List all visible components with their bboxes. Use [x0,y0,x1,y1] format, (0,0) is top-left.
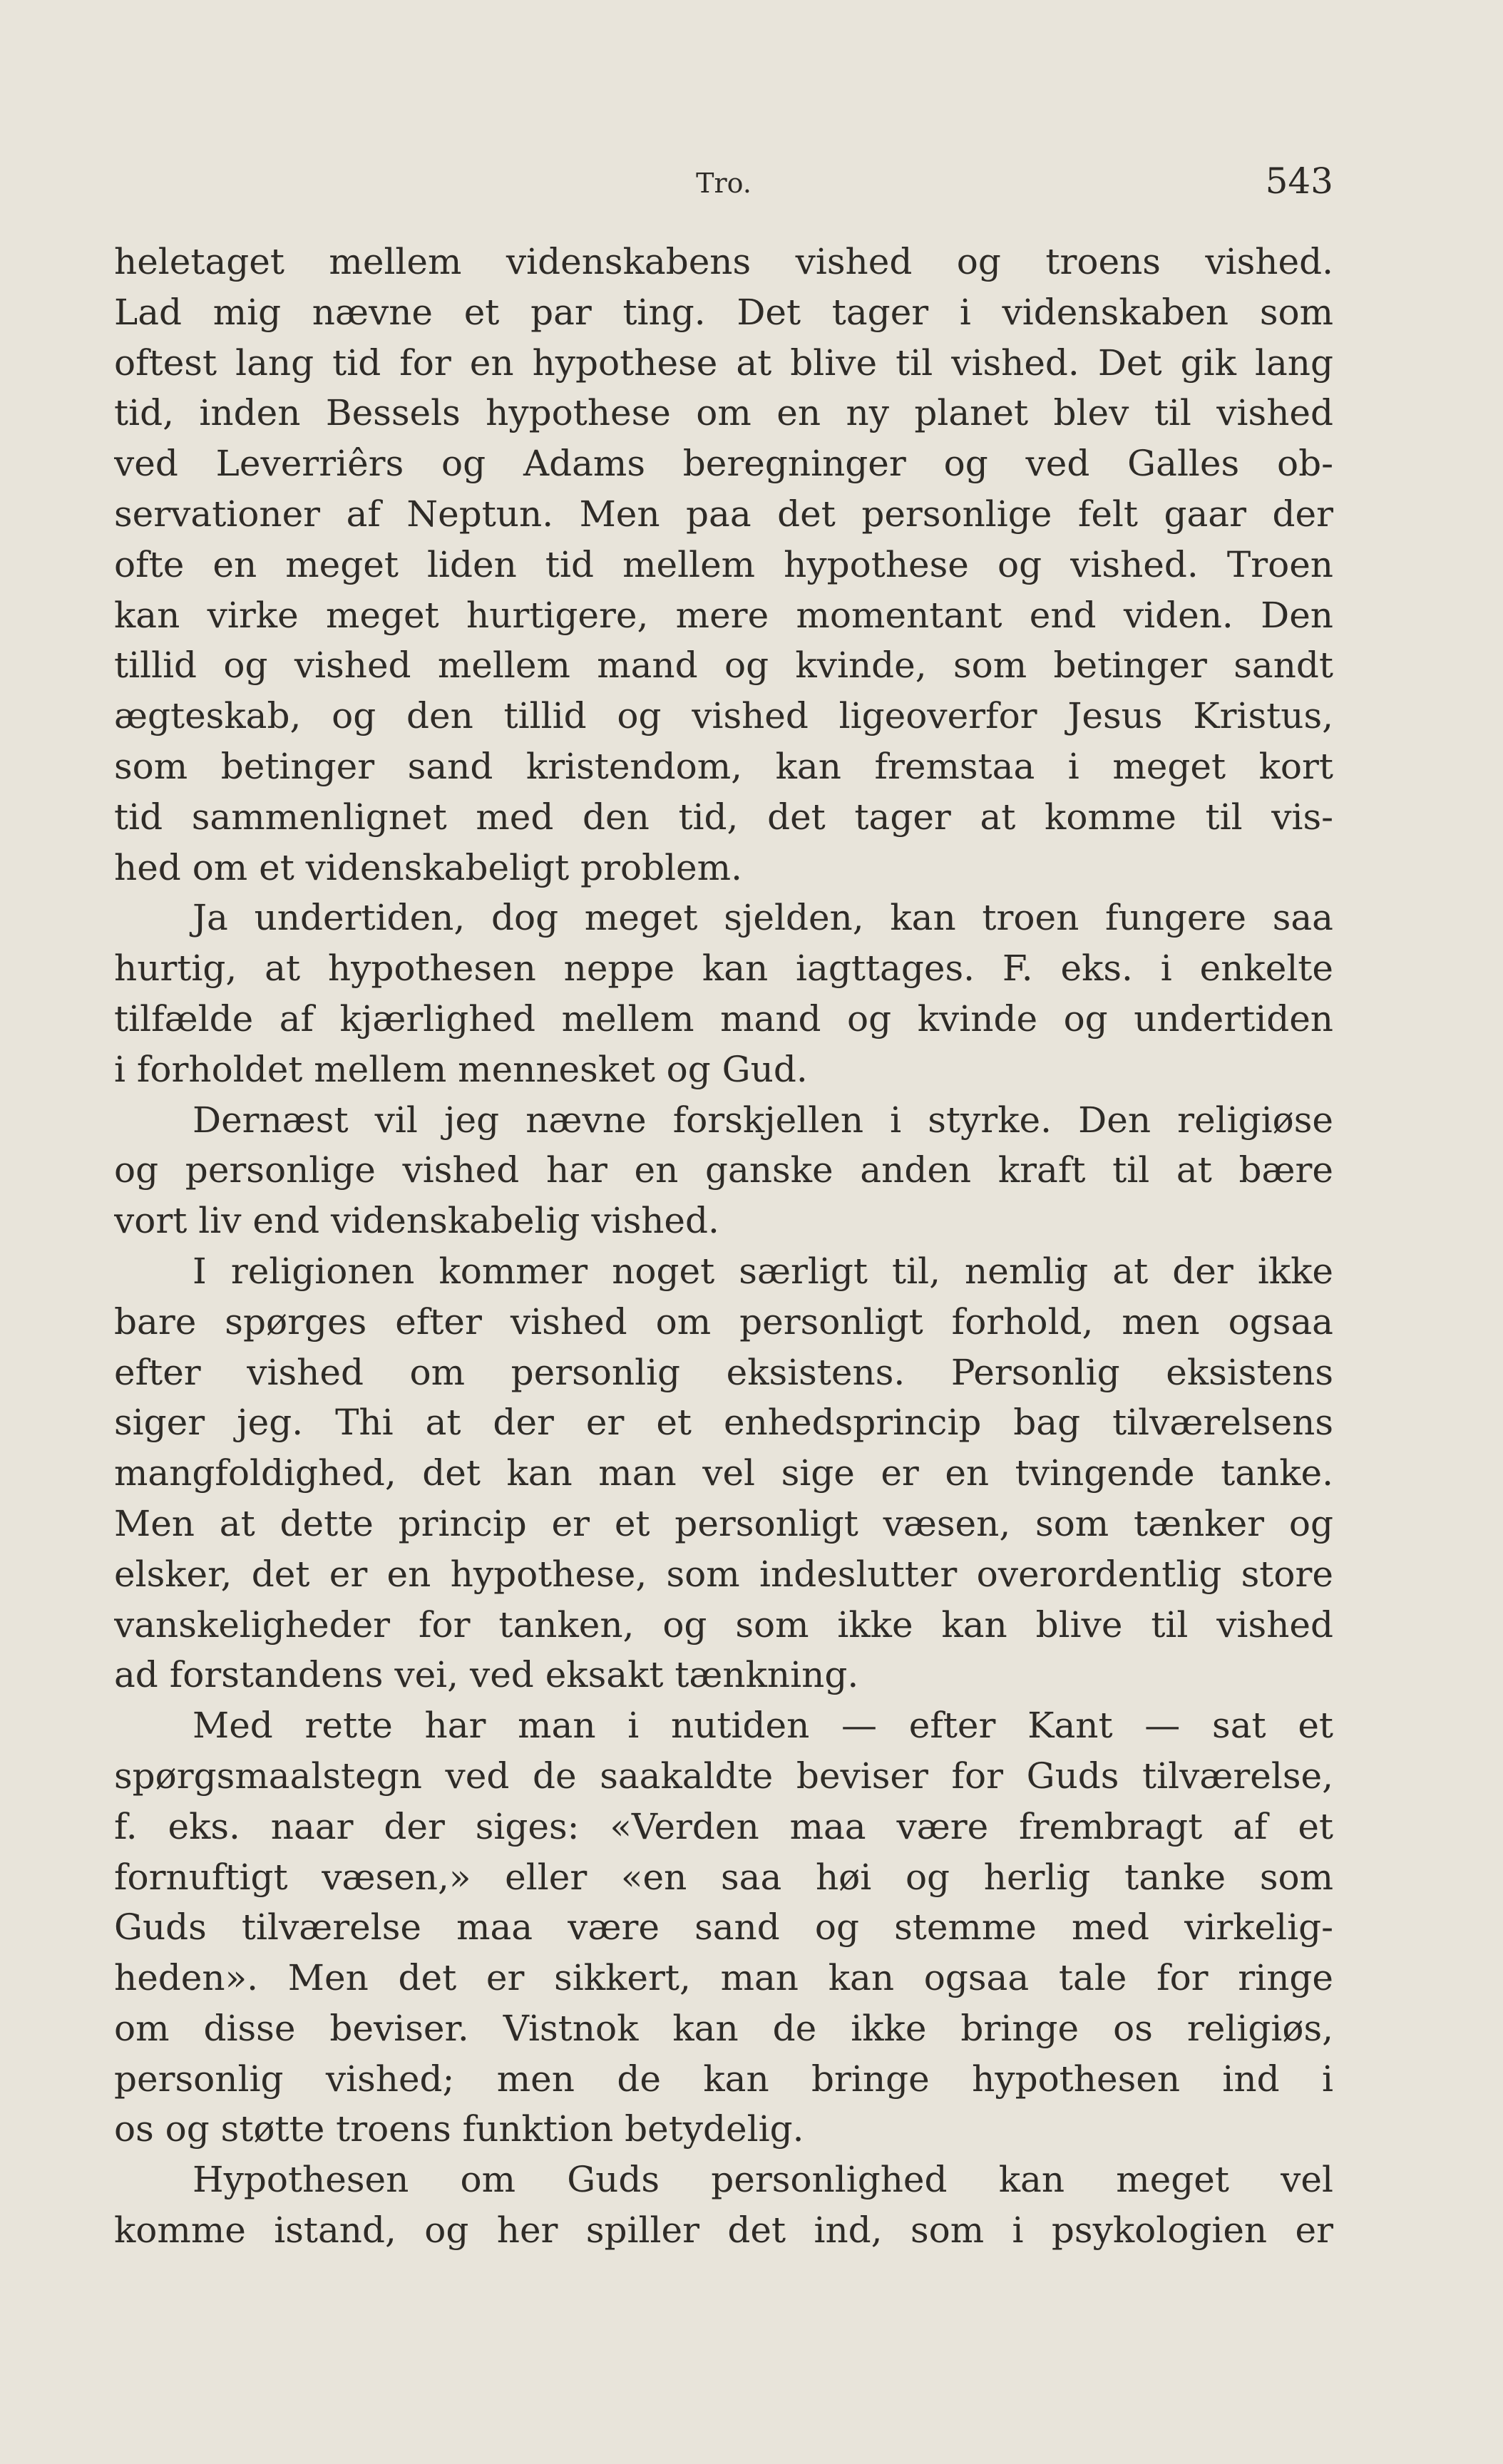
text-line: tid sammenlignet med den tid, det tager at komme til vis- [114,796,1333,838]
text-line: I religionen kommer noget særligt til, nemlig at der ikke [193,1250,1333,1292]
text-line: Men at dette princip er et personligt væsen, som tænker og [114,1502,1333,1544]
text-line: heletaget mellem videnskabens vished og troens vished. [114,241,1333,282]
text-line: komme istand, og her spiller det ind, som i psykologien er [114,2209,1333,2252]
text-line: personlig vished; men de kan bringe hypothesen ind i [114,2058,1333,2100]
page-header [114,160,1333,210]
text-line: vanskeligheder for tanken, og som ikke kan blive til vished [114,1603,1333,1646]
text-line: Med rette har man i nutiden — efter Kant — sat et [193,1705,1333,1747]
text-line: og personlige vished har en ganske anden kraft til at bære [114,1149,1333,1191]
text-line: tillid og vished mellem mand og kvinde, som betinger sandt [114,645,1333,687]
text-line: Hypothesen om Guds personlighed kan meget vel [193,2159,1333,2201]
text-line: hurtig, at hypothesen neppe kan iagttages. F. eks. i enkelte [114,948,1333,990]
text-line: ægteskab, og den tillid og vished ligeoverfor Jesus Kristus, [114,695,1333,737]
text-line: f. eks. naar der siges: «Verden maa være frembragt af et [114,1805,1333,1847]
page-number: 543 [1265,160,1333,202]
running-head: Tro. [696,168,752,199]
text-line: Guds tilværelse maa være sand og stemme med virkelig- [114,1906,1333,1949]
text-line: vort liv end videnskabelig vished. [114,1200,719,1242]
text-line: heden». Men det er sikkert, man kan ogsaa tale for ringe [114,1957,1333,1999]
text-line: elsker, det er en hypothese, som indeslutter overordentlig store [114,1553,1333,1595]
text-line: ad forstandens vei, ved eksakt tænkning. [114,1654,859,1696]
text-line: bare spørges efter vished om personligt forhold, men ogsaa [114,1300,1333,1343]
text-line: siger jeg. Thi at der er et enhedsprincip bag tilværelsens [114,1402,1333,1444]
text-line: om disse beviser. Vistnok kan de ikke bringe os religiøs, [114,2007,1333,2049]
text-line: tid, inden Bessels hypothese om en ny planet blev til vished [114,392,1333,434]
text-line: spørgsmaalstegn ved de saakaldte beviser for Guds tilværelse, [114,1755,1333,1797]
text-line: tilfælde af kjærlighed mellem mand og kvinde og undertiden [114,997,1333,1040]
text-line: efter vished om personlig eksistens. Personlig eksistens [114,1351,1333,1393]
text-line: Dernæst vil jeg nævne forskjellen i styrke. Den religiøse [193,1099,1333,1141]
text-line: ofte en meget liden tid mellem hypothese og vished. Troen [114,543,1333,585]
text-line: os og støtte troens funktion betydelig. [114,2108,804,2150]
text-line: servationer af Neptun. Men paa det personlige felt gaar der [114,493,1333,535]
text-line: hed om et videnskabeligt problem. [114,846,742,888]
text-line: ved Leverriêrs og Adams beregninger og ved Galles ob- [114,443,1333,485]
text-line: Ja undertiden, dog meget sjelden, kan troen fungere saa [193,897,1333,939]
text-line: i forholdet mellem mennesket og Gud. [114,1048,808,1090]
text-line: mangfoldighed, det kan man vel sige er en tvingende tanke. [114,1452,1333,1494]
text-line: som betinger sand kristendom, kan fremstaa i meget kort [114,745,1333,787]
text-line: fornuftigt væsen,» eller «en saa høi og herlig tanke som [114,1856,1333,1898]
text-line: oftest lang tid for en hypothese at blive til vished. Det gik lang [114,342,1333,384]
body-text [114,237,1333,2256]
text-line: Lad mig nævne et par ting. Det tager i videnskaben som [114,291,1333,333]
text-line: kan virke meget hurtigere, mere momentant end viden. Den [114,594,1333,636]
